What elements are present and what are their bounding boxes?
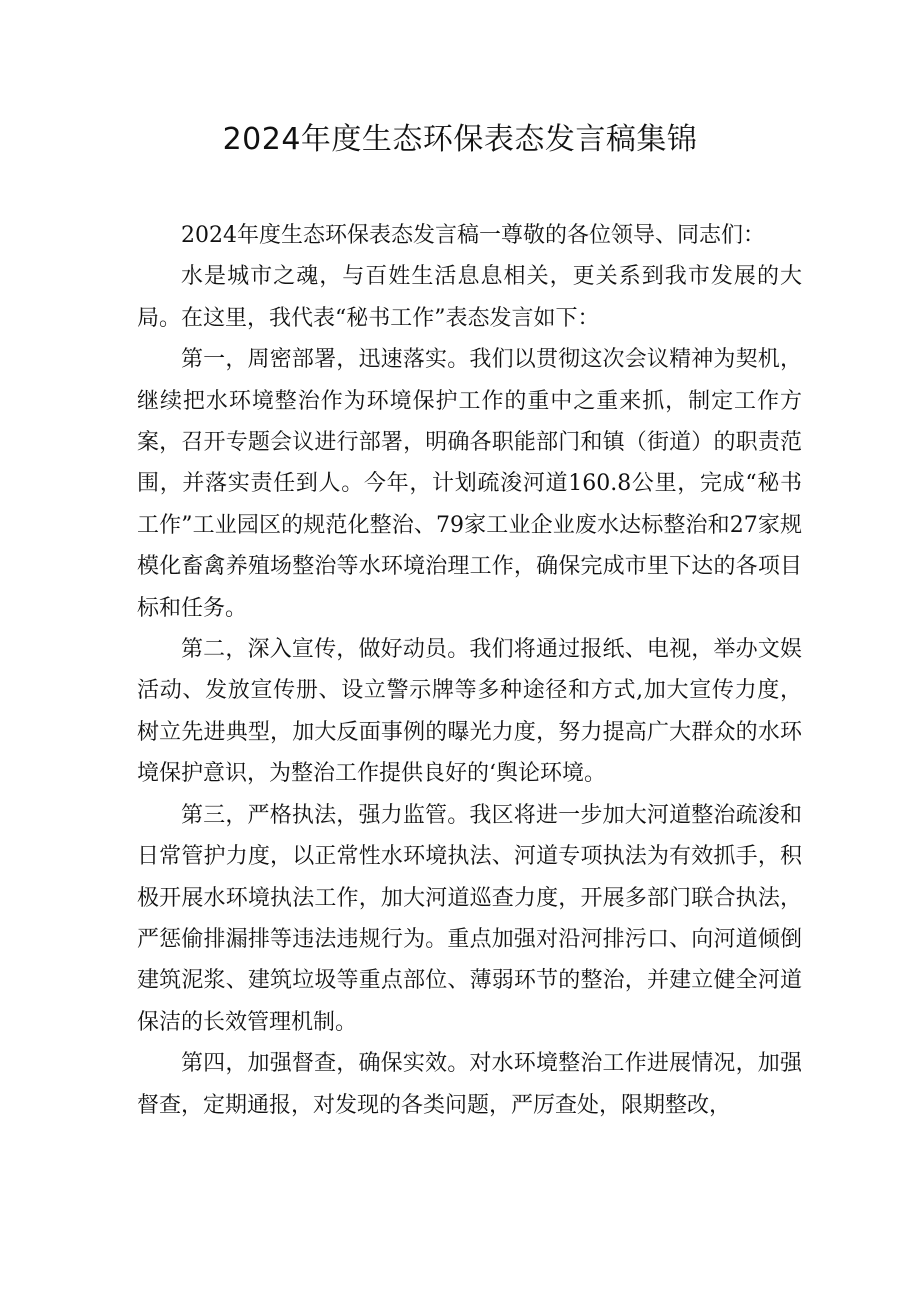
document-title: 2024年度生态环保表态发言稿集锦 <box>222 122 698 157</box>
paragraph-first-point: 第一，周密部署，迅速落实。我们以贯彻这次会议精神为契机，继续把水环境整治作为环境保护工作的重中之重来抓，制定工作方案，召开专题会议进行部署，明确各职能部门和镇（街道）的职责范围，并落实责任到人。今年，计划疏浚河道160.8公里，完成“秘书工作”工业园区的规范化整治、79家工业企业废水达标整治和27家规模化畜禽养殖场整治等水环境治理工作，确保完成市里下达的各项目标和任务。 <box>137 347 802 621</box>
document-body <box>137 215 802 1126</box>
paragraph-second-point: 第二，深入宣传，做好动员。我们将通过报纸、电视，举办文娱活动、发放宣传册、设立警示牌等多种途径和方式,加大宣传力度，树立先进典型，加大反面事例的曝光力度，努力提高广大群众的水环境保护意识，为整治工作提供良好的‘舆论环境。 <box>137 637 802 787</box>
paragraph-opening: 水是城市之魂，与百姓生活息息相关，更关系到我市发展的大局。在这里，我代表“秘书工作”表态发言如下： <box>137 264 802 331</box>
paragraph-fourth-point: 第四，加强督查，确保实效。对水环境整治工作进展情况，加强督查，定期通报，对发现的各类问题，严厉查处，限期整改， <box>137 1051 802 1118</box>
paragraph-intro: 2024年度生态环保表态发言稿一尊敬的各位领导、同志们： <box>181 223 765 248</box>
paragraph-third-point: 第三，严格执法，强力监管。我区将进一步加大河道整治疏浚和日常管护力度，以正常性水环境执法、河道专项执法为有效抓手，积极开展水环境执法工作，加大河道巡查力度，开展多部门联合执法，严惩偷排漏排等违法违规行为。重点加强对沿河排污口、向河道倾倒建筑泥浆、建筑垃圾等重点部位、薄弱环节的整治，并建立健全河道保洁的长效管理机制。 <box>137 802 802 1035</box>
